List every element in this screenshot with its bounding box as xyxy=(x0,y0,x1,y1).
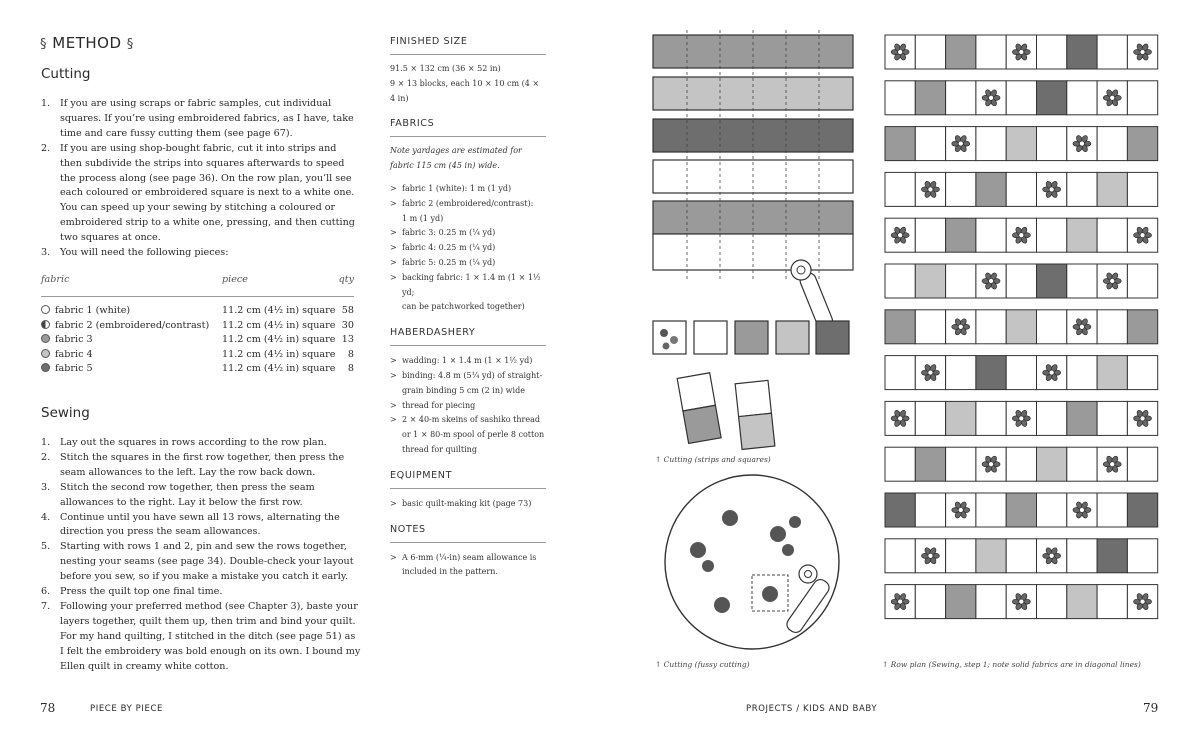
step-text-line: If you are using shop-bought fabric, cut it into strips and xyxy=(60,142,337,154)
embroidered-hoop xyxy=(665,475,839,649)
quilt-square xyxy=(1037,585,1067,619)
quilt-square xyxy=(1037,218,1067,252)
quilt-square xyxy=(976,539,1006,573)
quilt-square xyxy=(1127,264,1157,298)
list-item-line: > fabric 2 (embroidered/contrast): xyxy=(402,198,534,208)
quilt-square xyxy=(1067,35,1097,69)
divider xyxy=(390,542,546,543)
quilt-square xyxy=(1067,585,1097,619)
step-text-line: before you sew, so if you make a mistake you catch it early. xyxy=(60,571,349,583)
step-text-line: Ellen quilt in creamy white cotton. xyxy=(60,660,229,672)
quilt-square xyxy=(885,356,915,390)
step-text-line: two squares at once. xyxy=(60,232,161,244)
piece-cell: 11.2 cm (4½ in) square xyxy=(222,348,336,360)
quilt-square xyxy=(1006,493,1036,527)
caption-fussy: ↑ Cutting (fussy cutting) xyxy=(655,660,750,669)
step-text-line: You can speed up your sewing by stitching a coloured or xyxy=(60,202,336,214)
haberdashery-list xyxy=(390,354,546,458)
quilt-square xyxy=(1006,81,1036,115)
quilt-square xyxy=(946,356,976,390)
fabric-swatch-icon xyxy=(41,305,50,314)
quilt-square xyxy=(1127,81,1157,115)
quilt-square xyxy=(885,172,915,206)
step-item xyxy=(41,142,361,246)
strip-fabric-4 xyxy=(653,77,853,110)
step-item xyxy=(41,451,361,481)
equipment-heading: EQUIPMENT xyxy=(390,469,453,481)
step-text-line: nesting your seams (see page 34). Double-check your layout xyxy=(60,556,354,568)
step-number: 3. xyxy=(41,481,51,493)
step-text-line: the process along (see page 36). On the row plan, you’ll see xyxy=(60,172,352,184)
divider xyxy=(390,488,546,489)
quilt-square xyxy=(915,35,945,69)
step-number: 2. xyxy=(41,142,51,154)
quilt-square xyxy=(1127,172,1157,206)
list-item-line: > binding: 4.8 m (5¼ yd) of straight- xyxy=(402,370,543,380)
step-item xyxy=(41,97,361,142)
step-text-line: Stitch the second row together, then press the seam xyxy=(60,481,315,493)
fabric-swatch-icon xyxy=(41,349,50,358)
step-number: 7. xyxy=(41,600,51,612)
quilt-square xyxy=(976,356,1006,390)
notes-list xyxy=(390,551,546,581)
row-plan-diagram xyxy=(880,30,1165,645)
list-item xyxy=(390,399,546,414)
quilt-square xyxy=(976,310,1006,344)
list-item-line: > A 6-mm (¼-in) seam allowance is xyxy=(402,552,537,562)
fabric-swatch-icon xyxy=(41,334,50,343)
quilt-square xyxy=(915,81,945,115)
divider xyxy=(390,54,546,55)
step-number: 1. xyxy=(41,437,51,448)
list-item-line: or 1 × 80-m spool of perle 8 cotton xyxy=(402,430,545,440)
quilt-square xyxy=(915,401,945,435)
cutting-steps xyxy=(41,97,361,261)
sewing-heading: Sewing xyxy=(41,405,90,421)
step-text-line: then subdivide the strips into squares afterwards to speed xyxy=(60,157,345,169)
divider xyxy=(390,345,546,346)
list-item-line: grain binding 5 cm (2 in) wide xyxy=(402,385,525,395)
left-running-head: PIECE BY PIECE xyxy=(90,704,163,714)
fussy-cutting-illustration xyxy=(660,470,845,655)
step-number: 6. xyxy=(41,586,51,598)
cut-squares xyxy=(653,321,849,354)
list-item xyxy=(390,182,546,197)
fabric-swatch-icon xyxy=(41,363,50,372)
step-text-line: Press the quilt top one final time. xyxy=(60,586,223,598)
step-text-line: each coloured or embroidered square is next to a white one. xyxy=(60,187,355,199)
col-header-piece: piece xyxy=(222,274,248,285)
quilt-square xyxy=(1006,127,1036,161)
col-header-fabric: fabric xyxy=(41,274,70,285)
quilt-square xyxy=(946,35,976,69)
quilt-square xyxy=(1067,81,1097,115)
quilt-square xyxy=(1067,172,1097,206)
quilt-square xyxy=(976,218,1006,252)
step-item xyxy=(41,511,361,541)
flourish-left-icon: § xyxy=(40,37,47,52)
step-number: 5. xyxy=(41,541,51,553)
quilt-square xyxy=(946,539,976,573)
step-item xyxy=(41,600,361,675)
quilt-square xyxy=(1097,218,1127,252)
list-item xyxy=(390,413,546,457)
fabric-swatch-icon xyxy=(41,320,50,329)
list-item-line: can be patchworked together) xyxy=(402,302,525,312)
qty-cell: 58 xyxy=(341,305,354,316)
step-number: 2. xyxy=(41,451,51,463)
quilt-square xyxy=(1067,401,1097,435)
fabric-cell xyxy=(41,305,130,316)
step-text-line: seam allowances to the left. Lay the row back down. xyxy=(60,466,316,478)
quilt-square xyxy=(1067,218,1097,252)
left-page-number: 78 xyxy=(40,701,56,715)
list-item-line: > fabric 4: 0.25 m (¼ yd) xyxy=(402,243,496,253)
list-item-line: > fabric 5: 0.25 m (¼ yd) xyxy=(402,257,496,267)
quilt-square xyxy=(1127,447,1157,481)
step-item xyxy=(41,436,361,451)
step-text-line: layers together, quilt them up, then trim and bind your quilt. xyxy=(60,615,356,627)
equipment-list xyxy=(390,497,546,512)
divider xyxy=(390,136,546,137)
cutting-strips-illustration xyxy=(648,30,858,460)
quilt-square xyxy=(1127,310,1157,344)
fabric-cell xyxy=(41,363,93,374)
right-running-head: PROJECTS / KIDS AND BABY xyxy=(746,704,878,714)
quilt-square xyxy=(915,218,945,252)
step-number: 4. xyxy=(41,511,51,523)
step-text-line: allowances to the right. Lay it below the first row. xyxy=(60,496,303,508)
list-item-line: > wadding: 1 × 1.4 m (1 × 1½ yd) xyxy=(402,356,533,366)
strip-fabric-5 xyxy=(653,119,853,152)
quilt-square xyxy=(1097,401,1127,435)
qty-cell: 30 xyxy=(341,319,354,331)
haberdashery-heading: HABERDASHERY xyxy=(390,327,476,339)
step-number: 1. xyxy=(41,98,51,109)
fabrics-note xyxy=(390,144,546,174)
sewing-steps xyxy=(41,436,361,675)
quilt-square xyxy=(885,493,915,527)
piece-cell: 11.2 cm (4½ in) square xyxy=(222,319,336,331)
table-row xyxy=(41,334,354,349)
fabric-cell xyxy=(41,349,93,360)
quilt-square xyxy=(1127,356,1157,390)
quilt-square xyxy=(915,493,945,527)
cutting-heading: Cutting xyxy=(41,66,91,82)
step-text-line: squares. If you’re using embroidered fabrics, as I have, take xyxy=(60,112,354,124)
step-text-line: You will need the following pieces: xyxy=(60,247,229,259)
quilt-square xyxy=(946,218,976,252)
step-number: 3. xyxy=(41,247,51,259)
step-text-line: If you are using scraps or fabric samples, cut individual xyxy=(60,98,332,109)
quilt-square xyxy=(1127,493,1157,527)
text-line: 9 × 13 blocks, each 10 × 10 cm (4 × 4 in) xyxy=(390,78,540,103)
fabric-cell xyxy=(41,334,93,345)
quilt-square xyxy=(1097,539,1127,573)
piece-cell: 11.2 cm (4½ in) square xyxy=(222,305,336,316)
list-item-line: > fabric 1 (white): 1 m (1 yd) xyxy=(402,183,512,193)
rotary-cutter-icon xyxy=(791,260,835,331)
sewn-pair-1 xyxy=(677,373,721,444)
quilt-square xyxy=(1006,310,1036,344)
quilt-square xyxy=(885,447,915,481)
quilt-square xyxy=(1037,81,1067,115)
quilt-square xyxy=(915,585,945,619)
quilt-square xyxy=(1097,585,1127,619)
quilt-square xyxy=(976,35,1006,69)
quilt-square xyxy=(1097,127,1127,161)
pieces-table xyxy=(41,274,354,378)
step-text-line: Stitch the squares in the first row together, then press the xyxy=(60,451,345,463)
list-item xyxy=(390,256,546,271)
qty-cell: 13 xyxy=(341,334,354,346)
quilt-square xyxy=(1097,493,1127,527)
piece-cell: 11.2 cm (4½ in) square xyxy=(222,363,336,375)
quilt-square xyxy=(1067,356,1097,390)
fabric-name: fabric 2 (embroidered/contrast) xyxy=(55,319,210,331)
quilt-square xyxy=(1067,539,1097,573)
quilt-square xyxy=(915,264,945,298)
text-line: fabric 115 cm (45 in) wide. xyxy=(390,161,500,171)
quilt-square xyxy=(885,310,915,344)
quilt-square xyxy=(915,310,945,344)
fabrics-heading: FABRICS xyxy=(390,118,435,130)
materials-column xyxy=(390,36,546,580)
list-item xyxy=(390,369,546,399)
table-row xyxy=(41,320,354,335)
list-item-line: > fabric 3: 0.25 m (¼ yd) xyxy=(402,228,496,238)
quilt-square xyxy=(946,585,976,619)
quilt-square xyxy=(1037,264,1067,298)
step-item xyxy=(41,585,361,600)
strip-fabric-3 xyxy=(653,35,853,68)
list-item xyxy=(390,271,546,315)
step-text-line: Lay out the squares in rows according to the row plan. xyxy=(60,437,327,448)
quilt-square xyxy=(976,585,1006,619)
step-text-line: Following your preferred method (see Chapter 3), baste your xyxy=(60,600,358,612)
table-row xyxy=(41,363,354,378)
step-text-line: I felt the embroidery was bold enough on its own. I bound my xyxy=(60,645,361,657)
list-item xyxy=(390,197,546,227)
finished-size-text xyxy=(390,62,546,106)
quilt-square xyxy=(1097,356,1127,390)
quilt-square xyxy=(1037,493,1067,527)
quilt-square xyxy=(1097,172,1127,206)
fabrics-list xyxy=(390,182,546,315)
quilt-square xyxy=(946,447,976,481)
quilt-square xyxy=(915,127,945,161)
step-text-line: For my hand quilting, I stitched in the ditch (see page 51) as xyxy=(60,630,356,642)
quilt-square xyxy=(1006,172,1036,206)
quilt-square xyxy=(1006,447,1036,481)
step-text-line: Starting with rows 1 and 2, pin and sew the rows together, xyxy=(60,541,347,553)
quilt-square xyxy=(946,172,976,206)
table-row xyxy=(41,305,354,320)
step-item xyxy=(41,246,361,261)
step-item xyxy=(41,481,361,511)
fabric-name: fabric 5 xyxy=(55,363,93,375)
step-text-line: Continue until you have sewn all 13 rows, alternating the xyxy=(60,511,340,523)
qty-cell: 8 xyxy=(347,363,354,375)
list-item xyxy=(390,354,546,369)
quilt-square xyxy=(1097,310,1127,344)
quilt-square xyxy=(1037,127,1067,161)
quilt-square xyxy=(1006,356,1036,390)
list-item xyxy=(390,241,546,256)
pieces-table-header xyxy=(41,274,354,297)
text-line: 91.5 × 132 cm (36 × 52 in) xyxy=(390,64,501,73)
list-item-line: thread for quilting xyxy=(402,444,477,454)
quilt-square xyxy=(1006,264,1036,298)
quilt-square xyxy=(1037,401,1067,435)
caption-strips: ↑ Cutting (strips and squares) xyxy=(655,455,771,464)
quilt-square xyxy=(1127,127,1157,161)
fabric-name: fabric 3 xyxy=(55,334,93,346)
quilt-square xyxy=(976,493,1006,527)
list-item-line: > backing fabric: 1 × 1.4 m (1 × 1½ yd; xyxy=(402,272,541,297)
table-row xyxy=(41,349,354,364)
quilt-square xyxy=(1037,310,1067,344)
quilt-square xyxy=(885,539,915,573)
step-text-line: embroidered strip to a white one, pressing, and then cutting xyxy=(60,217,355,229)
pieces-table-body xyxy=(41,297,354,378)
sewn-pair-2 xyxy=(735,380,775,449)
finished-size-heading: FINISHED SIZE xyxy=(390,36,468,47)
notes-heading: NOTES xyxy=(390,523,426,535)
quilt-square xyxy=(1127,539,1157,573)
quilt-square xyxy=(1097,35,1127,69)
flourish-right-icon: § xyxy=(126,37,134,52)
quilt-square xyxy=(946,81,976,115)
quilt-square xyxy=(1067,264,1097,298)
qty-cell: 8 xyxy=(347,348,354,360)
caption-rowplan: ↑ Row plan (Sewing, step 1; note solid fabrics are in diagonal lines) xyxy=(882,660,1141,669)
quilt-square xyxy=(915,447,945,481)
list-item-line: > 2 × 40-m skeins of sashiko thread xyxy=(402,415,540,425)
step-text-line: direction you press the seam allowances. xyxy=(60,526,261,538)
method-heading xyxy=(40,34,134,52)
step-text-line: time and care fussy cutting them (see page 67). xyxy=(60,127,293,139)
quilt-square xyxy=(976,401,1006,435)
quilt-square xyxy=(885,127,915,161)
quilt-square xyxy=(946,401,976,435)
method-title: METHOD xyxy=(52,34,122,52)
quilt-square xyxy=(1067,447,1097,481)
list-item-line: included in the pattern. xyxy=(402,567,498,577)
list-item-line: > thread for piecing xyxy=(402,400,476,410)
list-item-line: > basic quilt-making kit (page 73) xyxy=(402,498,532,508)
quilt-square xyxy=(946,264,976,298)
text-line: Note yardages are estimated for xyxy=(390,146,522,156)
list-item xyxy=(390,497,546,512)
col-header-qty: qty xyxy=(338,274,354,285)
quilt-square xyxy=(976,127,1006,161)
list-item xyxy=(390,551,546,581)
list-item xyxy=(390,226,546,241)
fabric-name: fabric 1 (white) xyxy=(55,305,131,316)
quilt-square xyxy=(1037,35,1067,69)
list-item-line: 1 m (1 yd) xyxy=(402,213,444,223)
step-item xyxy=(41,540,361,585)
right-page-number: 79 xyxy=(1143,701,1159,715)
quilt-square xyxy=(1006,539,1036,573)
fabric-name: fabric 4 xyxy=(55,348,93,360)
piece-cell: 11.2 cm (4½ in) square xyxy=(222,334,336,346)
quilt-square xyxy=(976,172,1006,206)
fabric-cell xyxy=(41,320,209,331)
quilt-square xyxy=(885,264,915,298)
quilt-square xyxy=(1037,447,1067,481)
quilt-square xyxy=(885,81,915,115)
